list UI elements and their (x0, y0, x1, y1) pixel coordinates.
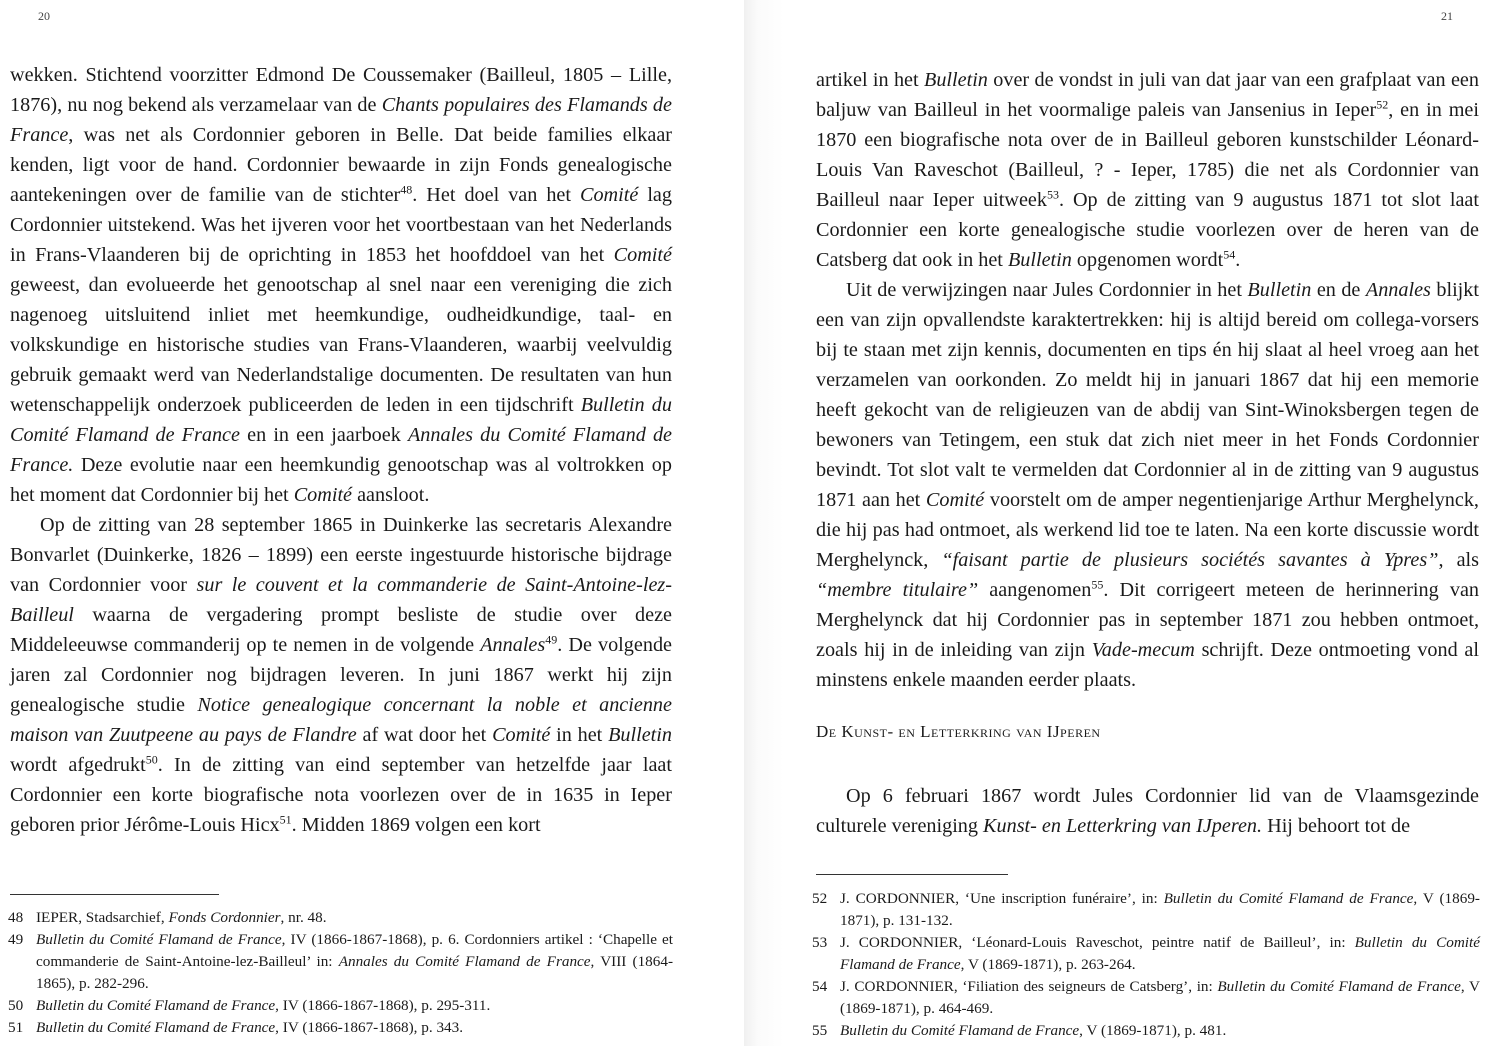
italic-text: sur le couvent et la commanderie de Saint-Antoine-lez-Bailleul (10, 574, 672, 626)
italic-text: Annales (1365, 279, 1431, 301)
text-run: Op de zitting van 28 september 1865 in Duinkerke las secretaris Alexandre Bonvarlet (Duinkerke, 1826 – 1899) een eerste ingestuurde historische bijdrage van Cordonnier voor (10, 514, 672, 596)
footnote-ref: 52 (1376, 97, 1389, 112)
right-page (744, 0, 1489, 1046)
text-run: geweest, dan evolueerde het genootschap al snel naar een vereniging die zich nagenoeg uitsluitend inliet met heemkundige, oudheidkundige, taal- en volkskundige en historische studies van Frans-Vlaanderen, waarbij veelvuldig gebruik gemaakt werd van Nederlandstalige documenten. De resultaten van hun wetenschappelijk onderzoek publiceerden de leden in een tijdschrift (10, 274, 672, 416)
section-body (816, 781, 1479, 841)
text-run: . In de zitting van eind september van hetzelfde jaar laat Cordonnier een korte biografische nota voorlezen over de in 1635 in Ieper geboren prior Jérôme-Louis Hicx (10, 754, 672, 836)
footnote (8, 929, 673, 995)
italic-text: Bulletin du Comité Flamand de France (36, 997, 276, 1014)
text-run: aangenomen (978, 579, 1092, 601)
footnote (8, 1017, 673, 1039)
text-run: in het (550, 724, 609, 746)
text-run: , IV (1866-1867-1868), p. 6. Cordonniers artikel : ‘Chapelle et commanderie de Saint-Antoine-lez-Bailleul’ in: (36, 931, 673, 970)
text-run: af wat door het (356, 724, 493, 746)
text-run: , was net als Cordonnier geboren in Belle. Dat beide families elkaar kenden, ligt voor de hand. Cordonnier bewaarde in zijn Fonds genealogische aantekeningen over de familie van de stichter (10, 124, 672, 206)
text-run: schrijft. Deze ontmoeting vond al minstens enkele maanden eerder plaats. (816, 639, 1479, 691)
text-run: over de vondst in juli van dat jaar van een grafplaat van een baljuw van Bailleul in het voormalige paleis van Jansenius in Ieper (816, 69, 1479, 121)
text-run: waarna de vergadering prompt besliste de studie over deze Middeleeuwse commanderij op te nemen in de volgende (10, 604, 672, 656)
italic-text: Bulletin du Comité Flamand de France (1163, 890, 1414, 907)
footnote-rule (816, 874, 1008, 875)
footnote-text (840, 976, 1480, 1020)
italic-text: Chants populaires des Flamands de France (10, 94, 672, 146)
italic-text: Bulletin du Comité Flamand de France (36, 1019, 276, 1036)
footnote (812, 932, 1480, 976)
text-run: , en in mei 1870 een biografische nota over de in Bailleul geboren kunstschilder Léonard-Louis Van Raveschot (Bailleul, ? - Ieper, 1785) die net als Cordonnier van Bailleul naar Ieper uitweek (816, 99, 1479, 211)
text-run: , V (1869-1871), p. 263-264. (960, 956, 1136, 973)
text-run: Hij behoort tot de (1262, 815, 1411, 837)
text-run: Uit de verwijzingen naar Jules Cordonnier in het (846, 279, 1248, 301)
italic-text: Bulletin (608, 724, 672, 746)
footnote-text (36, 929, 673, 995)
italic-text: Comité (613, 244, 672, 266)
paragraph (10, 510, 672, 840)
footnote-ref: 48 (400, 182, 413, 197)
paragraph (10, 60, 672, 510)
text-run: J. CORDONNIER, ‘Léonard-Louis Raveschot, peintre natif de Bailleul’, in: (840, 934, 1355, 951)
footnote-ref: 49 (545, 632, 558, 647)
text-run: , V (1869-1871), p. 464-469. (840, 978, 1480, 1017)
footnote-number: 50 (8, 997, 24, 1014)
text-run: wordt afgedrukt (10, 754, 146, 776)
text-run: J. CORDONNIER, ‘Filiation des seigneurs de Catsberg’, in: (840, 978, 1218, 995)
text-run: , V (1869-1871), p. 131-132. (840, 890, 1480, 929)
text-run: artikel in het (816, 69, 924, 91)
text-run: . Het doel van het (412, 184, 580, 206)
paragraph (816, 781, 1479, 841)
footnote (812, 888, 1480, 932)
text-run: opgenomen wordt (1071, 249, 1224, 271)
text-run: . De volgende jaren zal Cordonnier nog bijdragen leveren. In juni 1867 werkt hij zijn genealogische studie (10, 634, 672, 716)
text-run: IEPER, Stadsarchief, (36, 909, 169, 926)
italic-text: Bulletin du Comité Flamand de France (10, 394, 672, 446)
text-run: lag Cordonnier uitstekend. Was het ijveren voor het voortbestaan van het Nederlands in Frans-Vlaanderen bij de oprichting in 1853 het hoofddoel van het (10, 184, 672, 266)
text-run: J. CORDONNIER, ‘Une inscription funéraire’, in: (840, 890, 1164, 907)
footnote-number: 51 (8, 1019, 24, 1036)
body-text (10, 60, 672, 840)
text-run: . Dit corrigeert meteen de herinnering van Merghelynck dat hij Cordonnier pas in september 1871 zou hebben ontmoet, zoals hij in de inleiding van zijn (816, 579, 1479, 661)
footnote (8, 907, 673, 929)
paragraph (816, 65, 1479, 275)
text-run: en in een jaarboek (239, 424, 408, 446)
italic-text: Notice genealogique concernant la noble et ancienne maison van Zuutpeene au pays de Flandre (10, 694, 672, 746)
italic-text: Comité (293, 484, 353, 506)
footnote-text (36, 1017, 673, 1039)
footnote-ref: 51 (279, 812, 292, 827)
left-page (0, 0, 744, 1046)
text-run: wekken. Stichtend voorzitter Edmond De Coussemaker (Bailleul, 1805 – Lille, 1876), nu nog bekend als verzamelaar van de (10, 64, 672, 116)
footnote-ref: 55 (1091, 577, 1104, 592)
text-run: voorstelt om de amper negentienjarige Arthur Merghelynck, die hij pas had ontmoet, als werkend lid toe te laten. Na een korte discussie wordt Merghelynck, (816, 489, 1479, 571)
text-run: . Midden 1869 volgen een kort (291, 814, 541, 836)
italic-text: Fonds Cordonnier (168, 909, 281, 926)
footnote-number: 49 (8, 931, 24, 948)
page-number: 21 (1441, 9, 1453, 23)
text-run: . Op de zitting van 9 augustus 1871 tot slot laat Cordonnier een korte genealogische studie voorlezen over de heren van de Catsberg dat ook in het (816, 189, 1479, 271)
footnote-text (840, 888, 1480, 932)
text-run: , VIII (1864-1865), p. 282-296. (36, 953, 674, 992)
italic-text: Annales du Comité Flamand de France. (10, 424, 672, 476)
footnote-ref: 53 (1046, 187, 1059, 202)
footnote-text (840, 932, 1480, 976)
italic-text: Bulletin du Comité Flamand de France (1217, 978, 1461, 995)
italic-text: “membre titulaire” (816, 579, 979, 601)
footnote-ref: 50 (145, 752, 158, 767)
paragraph (816, 275, 1479, 695)
page-number: 20 (38, 9, 50, 23)
italic-text: “faisant partie de plusieurs sociétés savantes à Ypres” (941, 549, 1439, 571)
italic-text: Bulletin du Comité Flamand de France (840, 1022, 1080, 1039)
text-run: blijkt een van zijn opvallendste karaktertrekken: hij is altijd bereid om collega-vorsers bij te staan met zijn kennis, documenten en tips én hij slaat al heel vroeg aan het verzamelen van oorkonden. Zo meldt hij in januari 1867 dat hij een memorie heeft gekocht van de religieuzen van de abdij van Sint-Winoksbergen tegen de bewoners van Tetingem, een stuk dat zich niet meer in het Fonds Cordonnier bevindt. Tot slot valt te vermelden dat Cordonnier al in de zitting van 9 augustus 1871 aan het (816, 279, 1479, 511)
footnote-text (36, 907, 673, 929)
footnote-ref: 54 (1223, 247, 1236, 262)
footnotes (8, 907, 673, 1039)
text-run: , IV (1866-1867-1868), p. 343. (275, 1019, 464, 1036)
footnote-number: 55 (812, 1022, 828, 1039)
footnote (8, 995, 673, 1017)
footnote (812, 1020, 1480, 1042)
footnote-number: 54 (812, 978, 828, 995)
italic-text: Annales du Comité Flamand de France (338, 953, 591, 970)
footnote-text (840, 1020, 1480, 1042)
footnote-number: 52 (812, 890, 828, 907)
footnote-number: 53 (812, 934, 828, 951)
text-run: , als (1438, 549, 1479, 571)
italic-text: Comité (580, 184, 639, 206)
text-run: , V (1869-1871), p. 481. (1079, 1022, 1227, 1039)
section-heading: De Kunst- en Letterkring van IJperen (816, 722, 1101, 741)
italic-text: Kunst- en Letterkring van IJperen. (983, 815, 1263, 837)
italic-text: Bulletin (1247, 279, 1312, 301)
italic-text: Annales (480, 634, 546, 656)
text-run: , nr. 48. (280, 909, 327, 926)
italic-text: Bulletin (1007, 249, 1072, 271)
italic-text: Vade-mecum (1091, 639, 1195, 661)
text-run: Op 6 februari 1867 wordt Jules Cordonnier lid van de Vlaamsgezinde culturele vereniging (816, 785, 1479, 837)
footnotes (812, 888, 1480, 1042)
italic-text: Bulletin du Comité Flamand de France (840, 934, 1480, 973)
footnote-rule (10, 894, 219, 895)
text-run: Deze evolutie naar een heemkundig genootschap was al voltrokken op het moment dat Cordonnier bij het (10, 454, 672, 506)
text-run: aansloot. (352, 484, 430, 506)
footnote-text (36, 995, 673, 1017)
italic-text: Comité (492, 724, 551, 746)
body-text (816, 65, 1479, 695)
italic-text: Bulletin (923, 69, 988, 91)
text-run: . (1235, 249, 1241, 271)
text-run: , IV (1866-1867-1868), p. 295-311. (275, 997, 491, 1014)
text-run: en de (1311, 279, 1366, 301)
footnote (812, 976, 1480, 1020)
italic-text: Comité (925, 489, 985, 511)
italic-text: Bulletin du Comité Flamand de France (36, 931, 282, 948)
footnote-number: 48 (8, 909, 24, 926)
